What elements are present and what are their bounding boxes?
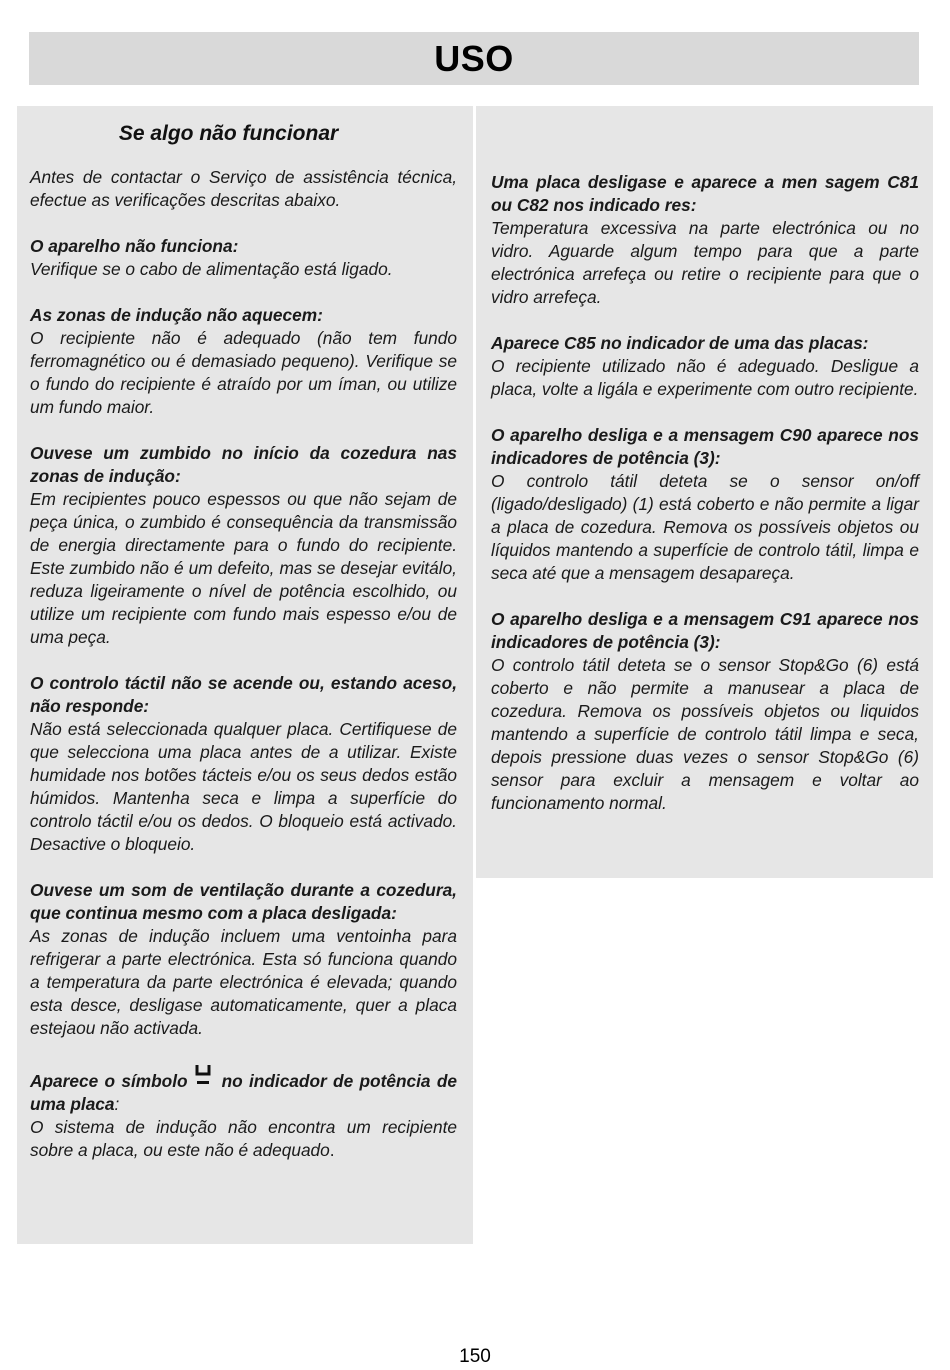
troubleshoot-item <box>30 235 457 281</box>
right-column <box>476 106 933 878</box>
item-heading: Aparece C85 no indicador de uma das placas: <box>491 333 869 353</box>
item-text: O controlo tátil deteta se o sensor on/off (ligado/desligado) (1) está coberto e não permite a ligar a placa de cozedura. Remova os possíveis objetos ou líquidos mantendo a superfície de controlo tátil, limpa e seca até que a mensagem desapareça. <box>491 471 919 583</box>
item-text: As zonas de indução incluem uma ventoinha para refrigerar a parte electrónica. Esta só funciona quando a temperatura da parte electrónica é elevada; quando esta desce, desligase automaticamente, quer a placa estejaou não activada. <box>30 926 457 1038</box>
page-title: USO <box>434 37 514 79</box>
item-text <box>30 1116 457 1162</box>
item-text: Não está seleccionada qualquer placa. Certifiquese de que selecciona uma placa antes de a utilizar. Existe humidade nos botões tácteis e/ou os seus dedos estão húmidos. Mantenha seca e limpa a superfície do controlo táctil e/ou os dedos. O bloqueio está activado. Desactive o bloqueio. <box>30 719 457 854</box>
item-heading: O aparelho desliga e a mensagem C91 aparece nos indicadores de potência (3): <box>491 609 919 652</box>
page-number: 150 <box>459 1346 491 1367</box>
heading-before-symbol: Aparece o símbolo <box>30 1071 188 1091</box>
item-text: Temperatura excessiva na parte electrónica ou no vidro. Aguarde algum tempo para que a parte electrónica arrefeça ou retire o recipiente para que o vidro arrefeça. <box>491 218 919 307</box>
troubleshoot-item <box>30 879 457 1040</box>
troubleshoot-item <box>30 672 457 856</box>
troubleshoot-item <box>491 332 919 401</box>
intro-block <box>30 166 457 212</box>
section-title: Se algo não funcionar <box>118 122 339 145</box>
item-heading: Ouvese um zumbido no início da cozedura nas zonas de indução: <box>30 443 457 486</box>
troubleshoot-item <box>491 608 919 815</box>
troubleshoot-item <box>491 171 919 309</box>
item-heading: O controlo táctil não se acende ou, estando aceso, não responde: <box>30 673 457 716</box>
troubleshoot-item <box>491 424 919 585</box>
item-heading: O aparelho desliga e a mensagem C90 aparece nos indicadores de potência (3): <box>491 425 919 468</box>
item-text: O recipiente utilizado não é adeguado. Desligue a placa, volte a ligála e experimente com outro recipiente. <box>491 356 919 399</box>
intro-text: Antes de contactar o Serviço de assistência técnica, efectue as verificações descritas abaixo. <box>30 167 457 210</box>
symbol-item-text-end: . <box>329 1140 335 1160</box>
item-heading: As zonas de indução não aquecem: <box>30 305 323 325</box>
troubleshoot-item-symbol <box>30 1063 457 1162</box>
no-pan-symbol-icon <box>194 1063 212 1089</box>
item-text: Verifique se o cabo de alimentação está ligado. <box>30 259 393 279</box>
heading-after-symbol: no indicador de potência de uma placa <box>30 1071 457 1114</box>
left-column <box>17 106 473 1244</box>
item-heading: Ouvese um som de ventilação durante a cozedura, que continua mesmo com a placa desligada: <box>30 880 457 923</box>
troubleshoot-item <box>30 304 457 419</box>
item-heading: Uma placa desligase e aparece a men sagem C81 ou C82 nos indicado res: <box>491 172 919 215</box>
item-heading: O aparelho não funciona: <box>30 236 239 256</box>
header-bar <box>29 32 919 85</box>
troubleshoot-item <box>30 442 457 649</box>
item-text: O recipiente não é adequado (não tem fundo ferromagnético ou é demasiado pequeno). Verifique se o fundo do recipiente é atraído por um íman, ou utilize um fundo maior. <box>30 328 457 417</box>
item-text: Em recipientes pouco espessos ou que não sejam de peça única, o zumbido é consequência da transmissão de energia directamente para o fundo do recipiente. Este zumbido não é um defeito, mas se desejar evitálo, reduza ligeiramente o nível de potência escolhido, ou utilize um recipiente com fundo mais espesso e/ou de uma peça. <box>30 489 457 647</box>
heading-colon: : <box>114 1094 120 1114</box>
item-text: O controlo tátil deteta se o sensor Stop&Go (6) está coberto e não permite a manusear a placa de cozedura. Remova os possíveis objetos ou liquidos mantendo a superfície de controlo tátil limpa e seca, depois pressione duas vezes o sensor Stop&Go (6) sensor para excluir a mensagem e voltar ao funcionamento normal. <box>491 655 919 813</box>
symbol-item-text: O sistema de indução não encontra um recipiente sobre a placa, ou este não é adequado <box>30 1117 457 1160</box>
item-heading <box>30 1063 457 1116</box>
